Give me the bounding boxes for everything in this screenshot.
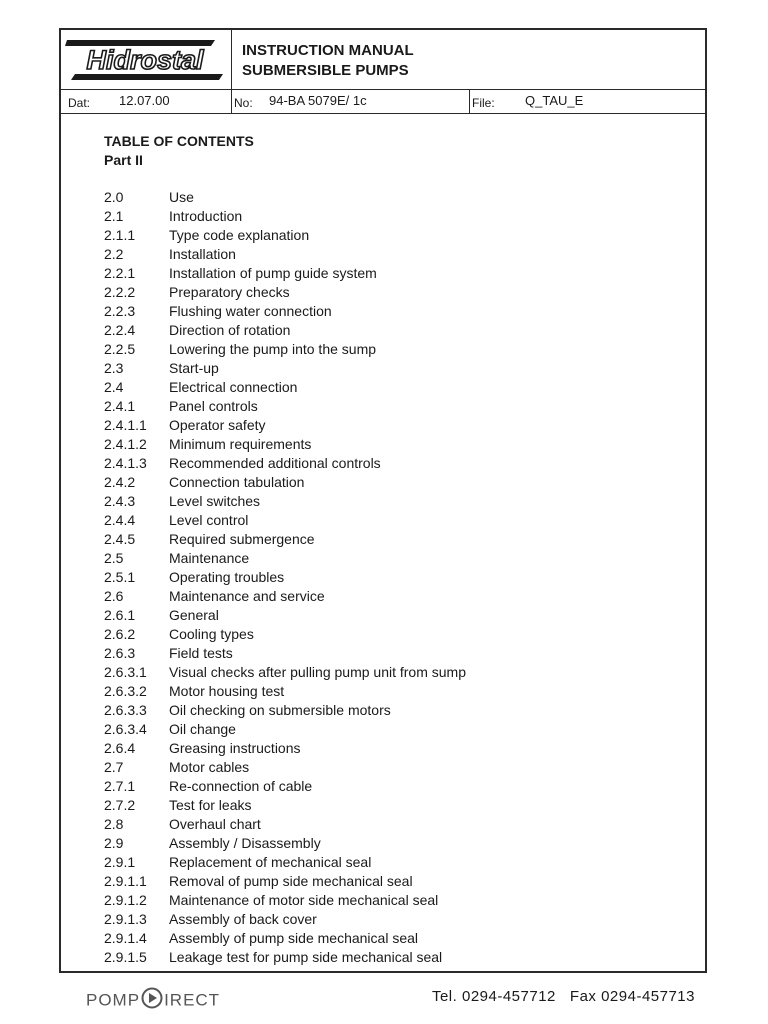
toc-entry-title: Replacement of mechanical seal (169, 854, 372, 870)
toc-header (104, 132, 254, 170)
toc-entry-title: Oil checking on submersible motors (169, 702, 391, 718)
toc-entry-title: Lowering the pump into the sump (169, 341, 377, 357)
toc-entry (104, 606, 466, 625)
toc-entry (104, 758, 466, 777)
toc-entry-title: Recommended additional controls (169, 455, 381, 471)
toc-entry (104, 378, 466, 397)
logo-cell (61, 30, 232, 89)
toc-entry-number: 2.7.2 (104, 797, 136, 813)
number-label: No: (234, 96, 253, 110)
toc-entry-title: Installation (169, 246, 236, 262)
brand-text-right: IRECT (164, 990, 221, 1010)
toc-entry-number: 2.6.3.2 (104, 683, 147, 699)
play-circle-icon (141, 987, 163, 1014)
toc-entry (104, 739, 466, 758)
toc-entry-number: 2.2.1 (104, 265, 136, 281)
toc-entry-title: Type code explanation (169, 227, 310, 243)
toc-entry-title: Field tests (169, 645, 233, 661)
toc-entry-title: Required submergence (169, 531, 315, 547)
toc-entry (104, 245, 466, 264)
toc-entry (104, 929, 466, 948)
toc-entry (104, 587, 466, 606)
brand-text-left: POMP (86, 990, 141, 1010)
document-frame (59, 28, 707, 973)
toc-entry (104, 948, 466, 967)
toc-entry (104, 530, 466, 549)
toc-entry (104, 397, 466, 416)
toc-entry-number: 2.4.1.2 (104, 436, 147, 452)
toc-entry (104, 416, 466, 435)
date-label: Dat: (68, 96, 91, 110)
toc-entry-number: 2.1 (104, 208, 124, 224)
toc-entry (104, 321, 466, 340)
toc-entry (104, 720, 466, 739)
toc-entry (104, 834, 466, 853)
toc-entry-number: 2.6 (104, 588, 124, 604)
toc-entry (104, 264, 466, 283)
toc-entry (104, 359, 466, 378)
toc-entry-number: 2.2.3 (104, 303, 136, 319)
toc-entry-number: 2.9.1.4 (104, 930, 147, 946)
toc-entry-title: Greasing instructions (169, 740, 301, 756)
toc-entry (104, 815, 466, 834)
meta-row (61, 90, 705, 114)
title-block (242, 41, 414, 81)
toc-entry-number: 2.1.1 (104, 227, 136, 243)
toc-entry (104, 188, 466, 207)
toc-entry-title: Direction of rotation (169, 322, 291, 338)
toc-entry-title: Assembly of pump side mechanical seal (169, 930, 419, 946)
toc-entry-title: Operator safety (169, 417, 266, 433)
toc-entry (104, 701, 466, 720)
toc-entry-number: 2.7 (104, 759, 124, 775)
toc-entry-number: 2.0 (104, 189, 124, 205)
toc-entry-number: 2.9 (104, 835, 124, 851)
toc-entry-title: Test for leaks (169, 797, 252, 813)
toc-entry-number: 2.9.1.1 (104, 873, 147, 889)
toc-entry (104, 454, 466, 473)
toc-entry (104, 549, 466, 568)
toc-entry-title: Motor housing test (169, 683, 285, 699)
toc-entry (104, 435, 466, 454)
toc-entry-number: 2.4.1.3 (104, 455, 147, 471)
toc-entry (104, 492, 466, 511)
toc-entry-number: 2.6.3 (104, 645, 136, 661)
date-cell (61, 90, 232, 113)
toc-entry-title: Assembly of back cover (169, 911, 317, 927)
toc-entry-title: Maintenance (169, 550, 250, 566)
toc-entry-number: 2.4.5 (104, 531, 136, 547)
toc-entry-number: 2.6.3.1 (104, 664, 147, 680)
toc-entry (104, 910, 466, 929)
toc-entry (104, 663, 466, 682)
toc-entry-number: 2.6.1 (104, 607, 136, 623)
toc-entry-number: 2.9.1.5 (104, 949, 147, 965)
toc-entry-title: Maintenance and service (169, 588, 325, 604)
toc-entry (104, 682, 466, 701)
toc-entry-number: 2.6.3.3 (104, 702, 147, 718)
pompdirect-logo (86, 987, 220, 1014)
toc-entry (104, 891, 466, 910)
toc-entry-number: 2.6.4 (104, 740, 136, 756)
toc-entry-title: Cooling types (169, 626, 254, 642)
toc-entry-title: Installation of pump guide system (169, 265, 377, 281)
toc-entry-title: Overhaul chart (169, 816, 261, 832)
toc-entry-title: Leakage test for pump side mechanical seal (169, 949, 443, 965)
toc-entry-number: 2.7.1 (104, 778, 136, 794)
toc-entry (104, 226, 466, 245)
toc-entry (104, 644, 466, 663)
toc-entry-number: 2.6.2 (104, 626, 136, 642)
toc-entry-title: Assembly / Disassembly (169, 835, 321, 851)
toc-entry-number: 2.4.3 (104, 493, 136, 509)
toc-entry-title: General (169, 607, 219, 623)
file-label: File: (472, 96, 495, 110)
toc-entry-number: 2.4.4 (104, 512, 136, 528)
toc-entry-number: 2.4.2 (104, 474, 136, 490)
toc-entry-title: Visual checks after pulling pump unit from sump (169, 664, 466, 680)
toc-entry-number: 2.6.3.4 (104, 721, 147, 737)
toc-entry-title: Operating troubles (169, 569, 285, 585)
toc-entry-title: Re-connection of cable (169, 778, 313, 794)
toc-entry (104, 625, 466, 644)
toc-entry-number: 2.2.2 (104, 284, 136, 300)
toc-entry (104, 302, 466, 321)
toc-entry (104, 283, 466, 302)
toc-entry (104, 568, 466, 587)
toc-entry-title: Level switches (169, 493, 261, 509)
file-value: Q_TAU_E (525, 93, 584, 108)
toc-subheading: Part II (104, 152, 143, 168)
toc-entry-title: Maintenance of motor side mechanical seal (169, 892, 439, 908)
toc-entry-number: 2.2 (104, 246, 124, 262)
toc-entry-title: Preparatory checks (169, 284, 290, 300)
toc-entry (104, 777, 466, 796)
logo-text: Hidrostal (86, 45, 204, 75)
toc-entry (104, 853, 466, 872)
toc-entry (104, 473, 466, 492)
telephone-number: Tel. 0294-457712 (431, 988, 556, 1005)
toc-entry-title: Oil change (169, 721, 236, 737)
number-value: 94-BA 5079E/ 1c (269, 93, 367, 108)
toc-entry-number: 2.3 (104, 360, 124, 376)
toc-entry-title: Introduction (169, 208, 243, 224)
toc-entry-number: 2.4 (104, 379, 124, 395)
toc-list (104, 188, 466, 967)
toc-entry (104, 207, 466, 226)
toc-entry-number: 2.9.1.3 (104, 911, 147, 927)
toc-entry-title: Panel controls (169, 398, 258, 414)
toc-entry-title: Level control (169, 512, 249, 528)
file-cell (470, 90, 705, 113)
toc-entry-number: 2.4.1.1 (104, 417, 147, 433)
doc-title-line-2: SUBMERSIBLE PUMPS (242, 62, 409, 79)
toc-entry (104, 511, 466, 530)
doc-title-line-1: INSTRUCTION MANUAL (242, 42, 414, 59)
number-cell (232, 90, 470, 113)
toc-entry-title: Start-up (169, 360, 219, 376)
toc-heading: TABLE OF CONTENTS (104, 133, 254, 149)
toc-entry-number: 2.2.4 (104, 322, 136, 338)
date-value: 12.07.00 (119, 93, 170, 108)
toc-entry-number: 2.8 (104, 816, 124, 832)
toc-entry-number: 2.5.1 (104, 569, 136, 585)
toc-entry (104, 340, 466, 359)
toc-entry-title: Motor cables (169, 759, 250, 775)
toc-entry-title: Flushing water connection (169, 303, 332, 319)
toc-entry (104, 796, 466, 815)
toc-entry (104, 872, 466, 891)
toc-entry-title: Use (169, 189, 194, 205)
toc-entry-number: 2.9.1 (104, 854, 136, 870)
document-header (61, 30, 705, 90)
toc-entry-title: Connection tabulation (169, 474, 305, 490)
toc-entry-title: Removal of pump side mechanical seal (169, 873, 413, 889)
toc-entry-title: Electrical connection (169, 379, 298, 395)
toc-entry-number: 2.9.1.2 (104, 892, 147, 908)
hidrostal-logo (65, 36, 225, 82)
toc-entry-number: 2.5 (104, 550, 124, 566)
fax-number: Fax 0294-457713 (569, 988, 695, 1005)
toc-entry-number: 2.2.5 (104, 341, 136, 357)
footer-contact (432, 988, 695, 1005)
toc-entry-number: 2.4.1 (104, 398, 136, 414)
toc-entry-title: Minimum requirements (169, 436, 312, 452)
